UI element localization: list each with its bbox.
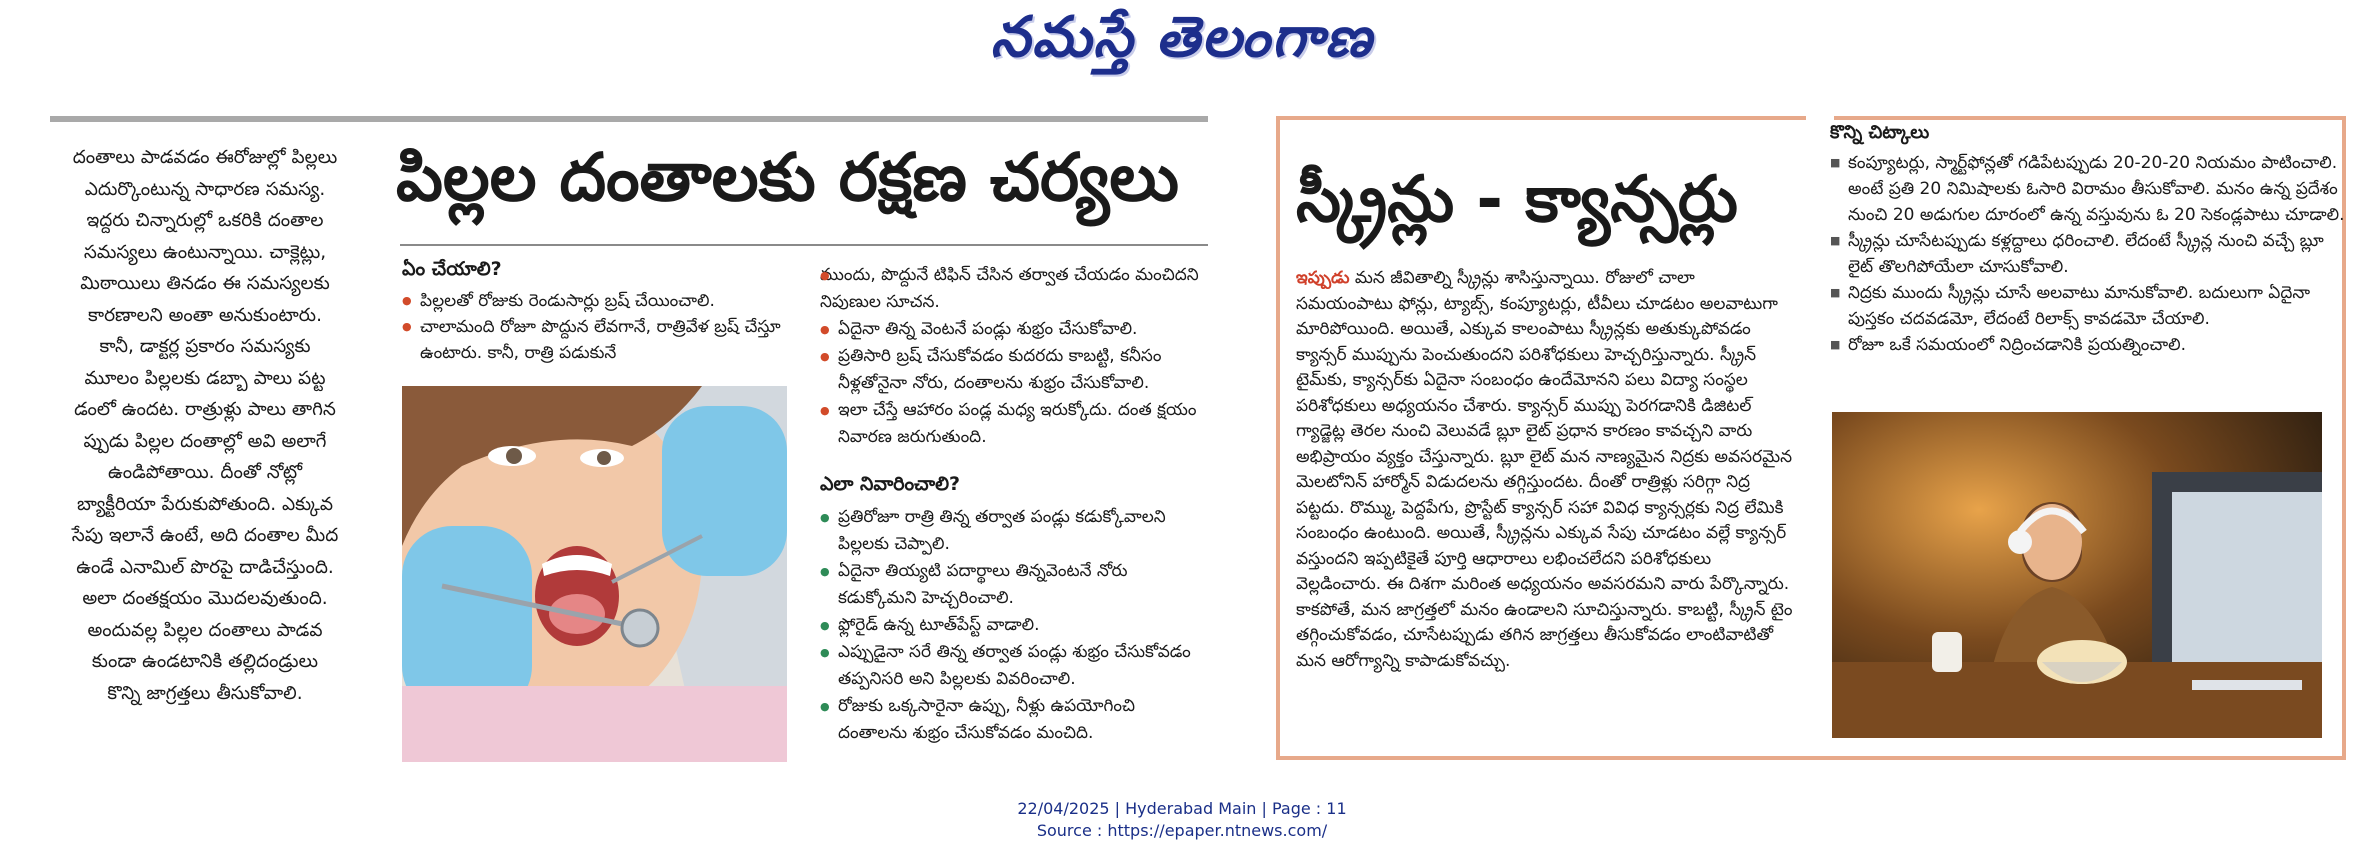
section-what-to-do-title: ఏం చేయాలి? — [402, 258, 502, 280]
intro-line: కానీ, డాక్టర్ల ప్రకారం సమస్యకు — [99, 336, 311, 357]
article1-column-1 — [402, 256, 802, 366]
intro-line: ఉండిపోతాయి. దీంతో నోట్లో — [107, 462, 303, 483]
list-item: ● ఏదైనా తిన్న వెంటనే పండ్లు శుభ్రం చేసుకోవాలి. — [820, 316, 1208, 343]
intro-line: కారణాలని అంతా అనుకుంటారు. — [88, 304, 322, 326]
tip-item: ■ స్క్రీన్లు చూసేటప్పుడు కళ్లద్దాలు ధరించాలి. లేదంటే స్క్రీన్ల నుంచి వచ్చే బ్లూ లైట్ తొలగిపోయేలా చూసుకోవాలి. — [1830, 228, 2350, 280]
page-footer — [0, 798, 2364, 842]
intro-line: ఇద్దరు చిన్నారుల్లో ఒకరికి దంతాల — [86, 210, 324, 231]
lead-word: ఇప్పుడు — [1296, 268, 1350, 288]
section-what-to-do-list — [402, 288, 802, 366]
intro-line: ఎదుర్కొంటున్న సాధారణ సమస్య. — [84, 178, 326, 200]
list-item: ● ఎప్పుడైనా సరే తిన్న తర్వాత పండ్లు శుభ్రం చేసుకోవడం తప్పనిసరి అని పిల్లలకు వివరించాలి. — [820, 639, 1208, 693]
section-prevention-list — [820, 504, 1208, 747]
list-item-continued: ● ముందు, పొద్దునే టిఫిన్ చేసిన తర్వాత చేయడం మంచిదని నిపుణుల సూచన. — [820, 262, 1208, 316]
intro-line: మిఠాయిలు తినడం ఈ సమస్యలకు — [80, 273, 330, 294]
intro-line: బ్యాక్టీరియా పేరుకుపోతుంది. ఎక్కువ — [77, 493, 333, 515]
headline-divider — [400, 244, 1208, 246]
child-dentist-illustration — [402, 386, 787, 762]
tips-list — [1830, 150, 2350, 358]
article2-body — [1296, 266, 1796, 674]
intro-line: దంతాలు పాడవడం ఈరోజుల్లో పిల్లలు — [72, 147, 338, 168]
tip-item: ■ రోజూ ఒకే సమయంలో నిద్రించడానికి ప్రయత్నించాలి. — [1830, 332, 2350, 358]
intro-line: సేపు ఇలానే ఉంటే, అది దంతాల మీద — [71, 525, 339, 546]
newspaper-logo: నమస్తే తెలంగాణ — [990, 4, 1374, 70]
list-item: ● రోజుకు ఒక్కసారైనా ఉప్పు, నీళ్లు ఉపయోగించి దంతాలను శుభ్రం చేసుకోవడం మంచిది. — [820, 693, 1208, 747]
list-item: ● పిల్లలతో రోజుకు రెండుసార్లు బ్రష్ చేయించాలి. — [402, 288, 802, 314]
tips-title: కొన్ని చిట్కాలు — [1830, 122, 1930, 143]
intro-line: అందువల్ల పిల్లల దంతాలు పాడవ — [87, 619, 323, 641]
list-item: ● ప్రతిరోజూ రాత్రి తిన్న తర్వాత పండ్లు కడుక్కోవాలని పిల్లలకు చెప్పాలి. — [820, 504, 1208, 558]
child-dentist-photo — [402, 386, 787, 762]
masthead — [0, 0, 2364, 80]
intro-line: ఉండే ఎనామిల్ పొరపై దాడిచేస్తుంది. — [76, 556, 334, 578]
article2-headline: స్క్రీన్లు - క్యాన్సర్లు — [1296, 163, 1738, 237]
intro-line: ప్పుడు పిల్లల దంతాల్లో అవి అలాగే — [83, 430, 327, 452]
tip-item: ■ నిద్రకు ముందు స్క్రీన్లు చూసే అలవాటు మానుకోవాలి. బదులుగా ఏదైనా పుస్తకం చదవడమో, లేదంటే రిలాక్స్ కావడమో చేయాలి. — [1830, 280, 2350, 332]
section-what-to-do-list-continued — [820, 262, 1208, 451]
article1-column-2 — [820, 262, 1208, 747]
intro-line: కుండా ఉండటానికి తల్లిదండ్రులు — [91, 651, 319, 672]
intro-line: మూలం పిల్లలకు డబ్బా పాలు పట్ట — [84, 367, 326, 389]
list-item: ● ప్రతిసారి బ్రష్ చేసుకోవడం కుదరదు కాబట్టి, కనీసం నీళ్లతోనైనా నోరు, దంతాలను శుభ్రం చేసుకోవాలి. — [820, 343, 1208, 397]
list-item: ● ఇలా చేస్తే ఆహారం పండ్ల మధ్య ఇరుక్కోదు. దంత క్షయం నివారణ జరుగుతుంది. — [820, 397, 1208, 451]
list-item: ● ఏదైనా తియ్యటి పదార్థాలు తిన్నవెంటనే నోరు కడుక్కోమని హెచ్చరించాలి. — [820, 558, 1208, 612]
article1-intro — [40, 142, 370, 709]
article1-headline: పిల్లల దంతాలకు రక్షణ చర్యలు — [396, 139, 1179, 216]
intro-line: కొన్ని జాగ్రత్తలు తీసుకోవాలి. — [107, 682, 303, 704]
tips-box — [1830, 120, 2350, 358]
intro-line: సమస్యలు ఉంటున్నాయి. చాక్లెట్లు, — [83, 241, 327, 263]
footer-edition-info: 22/04/2025 | Hyderabad Main | Page : 11 — [1017, 799, 1347, 818]
list-item: ● చాలామంది రోజూ పొద్దున లేవగానే, రాత్రివేళ బ్రష్ చేస్తూ ఉంటారు. కానీ, రాత్రి పడుకునే — [402, 314, 802, 366]
section-prevention-title: ఎలా నివారించాలి? — [820, 473, 961, 495]
woman-screen-photo — [1832, 412, 2322, 738]
intro-line: డంలో ఉందట. రాత్రుళ్లు పాలు తాగిన — [74, 399, 336, 420]
tip-item: ■ కంప్యూటర్లు, స్మార్ట్‌ఫోన్లతో గడిపేటప్పుడు 20-20-20 నియమం పాటించాలి. అంటే ప్రతి 20 నిమిషాలకు ఓసారి విరామం తీసుకోవాలి. మనం ఉన్న ప్రదేశం నుంచి 20 అడుగుల దూరంలో ఉన్న వస్తువును ఓ 20 సెకండ్లపాటు చూడాలి. — [1830, 150, 2350, 228]
footer-source: Source : https://epaper.ntnews.com/ — [1036, 821, 1328, 840]
list-item: ● ఫ్లోరైడ్ ఉన్న టూత్‌పేస్ట్ వాడాలి. — [820, 612, 1208, 639]
intro-line: అలా దంతక్షయం మొదలవుతుంది. — [82, 588, 328, 609]
article-top-rule — [50, 116, 1208, 122]
woman-headphones-illustration — [1832, 412, 2322, 738]
article2-text: మన జీవితాల్ని స్క్రీన్లు శాసిస్తున్నాయి. రోజులో చాలా సమయంపాటు ఫోన్లు, ట్యాబ్స్, కంప్యూటర్లు, టీవీలు చూడటం అలవాటుగా మారిపోయింది. అయితే, ఎక్కువ కాలంపాటు స్క్రీన్లకు అతుక్కుపోవడం క్యాన్సర్ ముప్పును పెంచుతుందని పరిశోధకులు హెచ్చరిస్తున్నారు. స్క్రీన్ టైమ్‌కు, క్యాన్సర్‌కు ఏదైనా సంబంధం ఉందేమోనని పలు విద్యా సంస్థల పరిశోధకులు అధ్యయనం చేశారు. క్యాన్సర్ ముప్పు పెరగడానికి డిజిటల్ గ్యాడ్జెట్ల తెరల నుంచి వెలువడే బ్లూ లైట్ ప్రధాన కారణం కావచ్చని వారు అభిప్రాయం వ్యక్తం చేస్తున్నారు. బ్లూ లైట్ మన నాణ్యమైన నిద్రకు అవసరమైన మెలటోనిన్ హార్మోన్ విడుదలను తగ్గిస్తుందట. దీంతో రాత్రిళ్లు సరిగ్గా నిద్ర పట్టదు. రొమ్ము, పెద్దపేగు, ప్రొస్టేట్ క్యాన్సర్ సహా వివిధ క్యాన్సర్లకు నిద్ర లేమికి సంబంధం ఉంటుంది. అయితే, స్క్రీన్లను ఎక్కువ సేపు చూడటం వల్లే క్యాన్సర్ వస్తుందని ఇప్పటికైతే పూర్తి ఆధారాలు లభించలేదని పరిశోధకులు వెల్లడించారు. ఈ దిశగా మరింత అధ్యయనం అవసరమని వారు పేర్కొన్నారు. కాకపోతే, మన జాగ్రత్తలో మనం ఉండాలని సూచిస్తున్నారు. కాబట్టి, స్క్రీన్ టైం తగ్గించుకోవడం, చూసేటప్పుడు తగిన జాగ్రత్తలు తీసుకోవడం లాంటివాటితో మన ఆరోగ్యాన్ని కాపాడుకోవచ్చు. — [1296, 268, 1793, 671]
